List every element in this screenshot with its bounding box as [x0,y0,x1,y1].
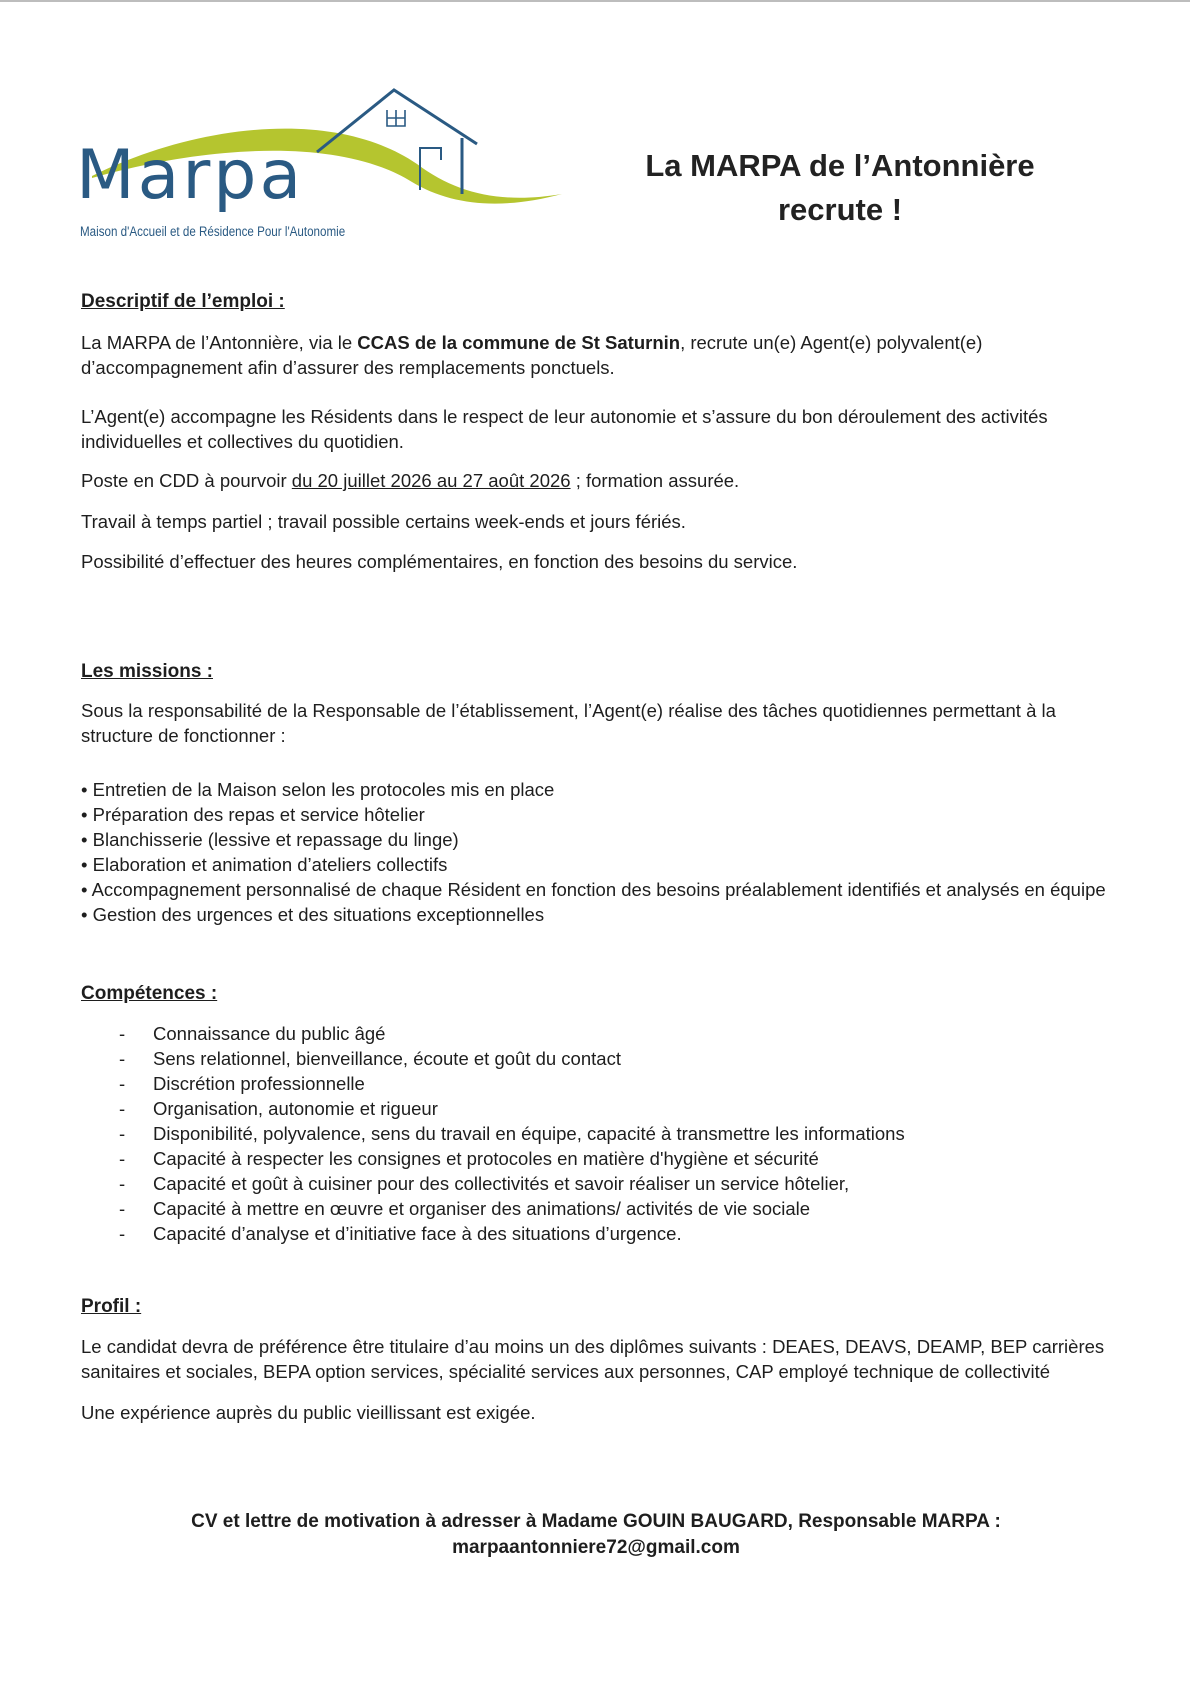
list-item: • Blanchisserie (lessive et repassage du linge) [81,829,459,850]
list-item [119,1196,1111,1221]
list-item: • Gestion des urgences et des situations exceptionnelles [81,904,545,925]
competence-text: Capacité et goût à cuisiner pour des collectivités et savoir réaliser un service hôtelier, [153,1173,850,1194]
dash-marker: - [119,1023,126,1044]
profil-heading: Profil : [81,1296,142,1317]
dash-marker: - [119,1223,126,1244]
title-line-2: recrute ! [777,192,903,227]
competence-text: Capacité à mettre en œuvre et organiser des animations/ activités de vie sociale [153,1198,811,1219]
list-item [119,1221,1111,1246]
contact-email[interactable]: marpaantonniere72@gmail.com [452,1537,740,1558]
list-item [119,1021,1111,1046]
descriptif-p3-end: ; formation assurée. [570,470,740,491]
missions-list [81,777,1111,927]
profil-paragraph-1: Le candidat devra de préférence être titulaire d’au moins un des diplômes suivants : DEAES, DEAVS, DEAMP, BEP carrières sanitaires et sociales, BEPA option services, spécialité services aux personnes, CAP employé technique de collectivité [81,1336,1105,1382]
competence-text: Disponibilité, polyvalence, sens du travail en équipe, capacité à transmettre les informations [153,1123,905,1144]
section-profil [81,1294,1111,1425]
dash-marker: - [119,1048,126,1069]
missions-intro: Sous la responsabilité de la Responsable de l’établissement, l’Agent(e) réalise des tâches quotidiennes permettant à la structure de fonctionner : [81,700,1056,746]
descriptif-p1-ccas: CCAS de la commune de St Saturnin [357,332,681,353]
list-item [119,1146,1111,1171]
dash-marker: - [119,1073,126,1094]
competence-text: Sens relationnel, bienveillance, écoute et goût du contact [153,1048,621,1069]
page-title [600,144,1080,232]
dash-marker: - [119,1198,126,1219]
list-item [119,1071,1111,1096]
dash-marker: - [119,1098,126,1119]
list-item [119,1046,1111,1071]
competence-text: Discrétion professionnelle [153,1073,365,1094]
descriptif-paragraph-1 [81,330,1111,380]
descriptif-paragraph-2: L’Agent(e) accompagne les Résidents dans le respect de leur autonomie et s’assure du bon déroulement des activités individuelles et collectives du quotidien. [81,406,1048,452]
competence-text: Organisation, autonomie et rigueur [153,1098,438,1119]
list-item [119,1171,1111,1196]
dash-marker: - [119,1148,126,1169]
descriptif-paragraph-3 [81,468,1111,493]
competence-text: Connaissance du public âgé [153,1023,386,1044]
descriptif-heading: Descriptif de l’emploi : [81,291,285,312]
competences-list [81,1021,1111,1246]
contact-line: CV et lettre de motivation à adresser à Madame GOUIN BAUGARD, Responsable MARPA : [191,1511,1001,1532]
marpa-logo [72,86,572,256]
logo-tagline: Maison d'Accueil et de Résidence Pour l'Autonomie [80,224,346,239]
missions-heading: Les missions : [81,661,213,682]
profil-paragraph-2: Une expérience auprès du public vieillissant est exigée. [81,1402,536,1423]
section-missions [81,659,1111,927]
list-item: • Elaboration et animation d’ateliers collectifs [81,854,448,875]
descriptif-p1-end: , recrute un(e) Agent(e) polyvalent(e) d’accompagnement afin d’assurer des remplacements ponctuels. [81,332,983,378]
scan-top-edge [0,0,1190,2]
competence-text: Capacité à respecter les consignes et protocoles en matière d'hygiène et sécurité [153,1148,819,1169]
logo-wordmark: Marpa [76,136,305,215]
descriptif-p3-start: Poste en CDD à pourvoir [81,470,292,491]
list-item: • Préparation des repas et service hôtelier [81,804,425,825]
list-item: • Entretien de la Maison selon les protocoles mis en place [81,779,555,800]
descriptif-paragraph-5: Possibilité d’effectuer des heures complémentaires, en fonction des besoins du service. [81,551,798,572]
contact-block [81,1509,1111,1561]
list-item: • Accompagnement personnalisé de chaque Résident en fonction des besoins préalablement identifiés et analysés en équipe [81,879,1106,900]
dash-marker: - [119,1173,126,1194]
section-competences [81,981,1111,1246]
descriptif-paragraph-4: Travail à temps partiel ; travail possible certains week-ends et jours fériés. [81,511,686,532]
descriptif-p1-start: La MARPA de l’Antonnière, via le [81,332,358,353]
list-item [119,1121,1111,1146]
dash-marker: - [119,1123,126,1144]
competences-heading: Compétences : [81,983,218,1004]
title-line-1: La MARPA de l’Antonnière [645,148,1035,183]
section-descriptif [81,289,1111,574]
contract-dates: du 20 juillet 2026 au 27 août 2026 [291,470,571,491]
competence-text: Capacité d’analyse et d’initiative face à des situations d’urgence. [153,1223,682,1244]
list-item [119,1096,1111,1121]
